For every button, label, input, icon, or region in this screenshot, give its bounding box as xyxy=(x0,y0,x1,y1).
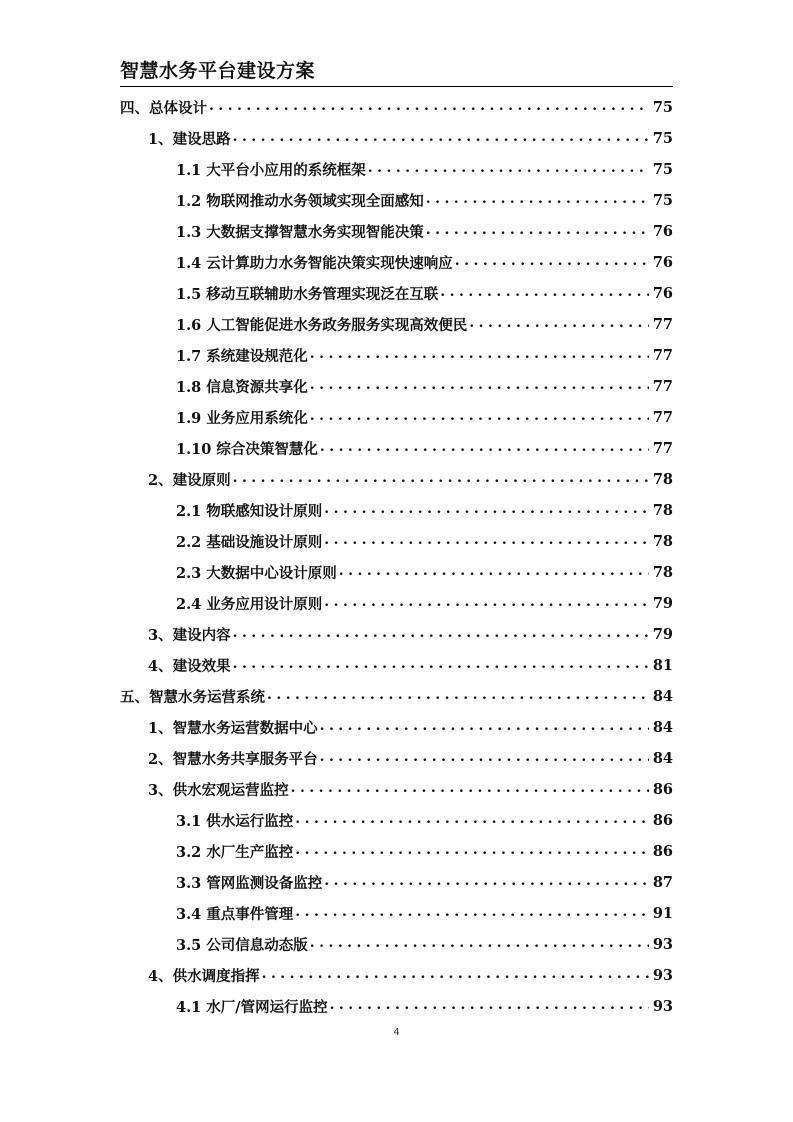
toc-entry-label: 1.1 大平台小应用的系统框架 xyxy=(176,159,368,180)
toc-entry[interactable] xyxy=(120,92,673,123)
dot-leader xyxy=(233,619,649,650)
toc-entry[interactable] xyxy=(176,805,673,836)
toc-entry[interactable] xyxy=(176,185,673,216)
toc-entry-label: 3.5 公司信息动态版 xyxy=(176,934,310,955)
toc-entry[interactable] xyxy=(148,123,673,154)
toc-entry-label: 3、建设内容 xyxy=(148,624,233,645)
toc-entry-page: 93 xyxy=(649,998,673,1015)
toc-entry-label: 3.2 水厂生产监控 xyxy=(176,841,295,862)
toc-entry-label: 四、总体设计 xyxy=(120,97,209,118)
toc-entry-label: 2.2 基础设施设计原则 xyxy=(176,531,324,552)
dot-leader xyxy=(295,805,649,836)
toc-entry[interactable] xyxy=(176,340,673,371)
toc-entry[interactable] xyxy=(120,681,673,712)
dot-leader xyxy=(233,650,649,681)
toc-entry-page: 91 xyxy=(649,905,673,922)
toc-entry-label: 3.4 重点事件管理 xyxy=(176,903,295,924)
toc-entry-label: 4、供水调度指挥 xyxy=(148,965,262,986)
toc-entry[interactable] xyxy=(176,216,673,247)
toc-entry-label: 1.10 综合决策智慧化 xyxy=(176,438,320,459)
toc-entry-page: 75 xyxy=(649,99,673,116)
dot-leader xyxy=(233,123,649,154)
toc-entry-label: 3、供水宏观运营监控 xyxy=(148,779,291,800)
toc-entry-page: 93 xyxy=(649,967,673,984)
toc-entry[interactable] xyxy=(176,526,673,557)
dot-leader xyxy=(262,960,649,991)
dot-leader xyxy=(324,867,649,898)
toc-entry-page: 76 xyxy=(649,285,673,302)
dot-leader xyxy=(324,526,649,557)
toc-entry-page: 77 xyxy=(649,316,673,333)
toc-entry-label: 2.4 业务应用设计原则 xyxy=(176,593,324,614)
dot-leader xyxy=(440,278,649,309)
toc-entry[interactable] xyxy=(176,371,673,402)
dot-leader xyxy=(426,185,649,216)
toc-entry[interactable] xyxy=(176,433,673,464)
toc-entry-label: 4.1 水厂/管网运行监控 xyxy=(176,996,330,1017)
toc-entry-label: 2.3 大数据中心设计原则 xyxy=(176,562,339,583)
toc-entry-label: 1.7 系统建设规范化 xyxy=(176,345,310,366)
toc-entry[interactable] xyxy=(148,650,673,681)
toc-entry-page: 87 xyxy=(649,874,673,891)
toc-entry[interactable] xyxy=(176,991,673,1022)
dot-leader xyxy=(295,836,649,867)
toc-entry-page: 78 xyxy=(649,533,673,550)
toc-entry-page: 75 xyxy=(649,130,673,147)
toc-entry-label: 1.5 移动互联辅助水务管理实现泛在互联 xyxy=(176,283,440,304)
toc-entry-page: 77 xyxy=(649,409,673,426)
toc-entry[interactable] xyxy=(148,960,673,991)
toc-entry-page: 86 xyxy=(649,812,673,829)
dot-leader xyxy=(469,309,649,340)
toc-entry-page: 78 xyxy=(649,471,673,488)
dot-leader xyxy=(310,371,649,402)
toc-entry-page: 77 xyxy=(649,440,673,457)
toc-entry-page: 86 xyxy=(649,781,673,798)
toc-entry-label: 3.3 管网监测设备监控 xyxy=(176,872,324,893)
toc-entry-label: 1.8 信息资源共享化 xyxy=(176,376,310,397)
dot-leader xyxy=(368,154,649,185)
toc-entry[interactable] xyxy=(176,402,673,433)
toc-entry[interactable] xyxy=(176,588,673,619)
toc-entry-page: 75 xyxy=(649,161,673,178)
toc-entry-page: 84 xyxy=(649,688,673,705)
toc-entry-label: 1、智慧水务运营数据中心 xyxy=(148,717,320,738)
toc-entry[interactable] xyxy=(176,247,673,278)
toc-entry-page: 79 xyxy=(649,595,673,612)
dot-leader xyxy=(320,433,649,464)
page-number: 4 xyxy=(393,1027,400,1038)
toc-entry-page: 77 xyxy=(649,378,673,395)
dot-leader xyxy=(209,92,649,123)
toc-entry-page: 84 xyxy=(649,750,673,767)
toc-entry-label: 4、建设效果 xyxy=(148,655,233,676)
dot-leader xyxy=(310,340,649,371)
dot-leader xyxy=(320,743,649,774)
dot-leader xyxy=(339,557,649,588)
dot-leader xyxy=(291,774,649,805)
toc-entry-label: 2.1 物联感知设计原则 xyxy=(176,500,324,521)
toc-entry[interactable] xyxy=(148,619,673,650)
dot-leader xyxy=(330,991,649,1022)
toc-entry[interactable] xyxy=(176,154,673,185)
dot-leader xyxy=(295,898,649,929)
toc-entry-label: 1.3 大数据支撑智慧水务实现智能决策 xyxy=(176,221,426,242)
toc-entry-page: 77 xyxy=(649,347,673,364)
toc-entry-page: 79 xyxy=(649,626,673,643)
toc-entry[interactable] xyxy=(148,464,673,495)
toc-entry-label: 1.9 业务应用系统化 xyxy=(176,407,310,428)
dot-leader xyxy=(310,402,649,433)
toc-entry[interactable] xyxy=(176,309,673,340)
toc-entry-page: 78 xyxy=(649,564,673,581)
toc-entry-label: 2、建设原则 xyxy=(148,469,233,490)
dot-leader xyxy=(324,588,649,619)
toc-entry-page: 86 xyxy=(649,843,673,860)
toc-entry[interactable] xyxy=(176,929,673,960)
toc-entry-page: 84 xyxy=(649,719,673,736)
toc-entry-page: 78 xyxy=(649,502,673,519)
toc-entry[interactable] xyxy=(176,898,673,929)
dot-leader xyxy=(324,495,649,526)
toc-entry-label: 1.2 物联网推动水务领域实现全面感知 xyxy=(176,190,426,211)
toc-entry-page: 93 xyxy=(649,936,673,953)
toc-entry-page: 81 xyxy=(649,657,673,674)
toc-entry[interactable] xyxy=(148,774,673,805)
toc-entry-label: 3.1 供水运行监控 xyxy=(176,810,295,831)
toc-entry[interactable] xyxy=(176,278,673,309)
toc-entry[interactable] xyxy=(176,495,673,526)
dot-leader xyxy=(426,216,649,247)
toc-entry-label: 1.6 人工智能促进水务政务服务实现高效便民 xyxy=(176,314,469,335)
document-title: 智慧水务平台建设方案 xyxy=(120,60,316,82)
toc-entry[interactable] xyxy=(148,712,673,743)
toc-entry-label: 1、建设思路 xyxy=(148,128,233,149)
dot-leader xyxy=(267,681,649,712)
toc-entry-label: 2、智慧水务共享服务平台 xyxy=(148,748,320,769)
dot-leader xyxy=(320,712,649,743)
toc-entry[interactable] xyxy=(148,743,673,774)
toc-entry-page: 76 xyxy=(649,223,673,240)
toc-entry[interactable] xyxy=(176,557,673,588)
dot-leader xyxy=(233,464,649,495)
dot-leader xyxy=(310,929,649,960)
toc-entry[interactable] xyxy=(176,836,673,867)
toc-entry-label: 1.4 云计算助力水务智能决策实现快速响应 xyxy=(176,252,455,273)
toc-entry-page: 76 xyxy=(649,254,673,271)
running-header xyxy=(120,56,673,87)
toc-entry-page: 75 xyxy=(649,192,673,209)
toc-entry-label: 五、智慧水务运营系统 xyxy=(120,686,267,707)
dot-leader xyxy=(455,247,649,278)
toc-entry[interactable] xyxy=(176,867,673,898)
